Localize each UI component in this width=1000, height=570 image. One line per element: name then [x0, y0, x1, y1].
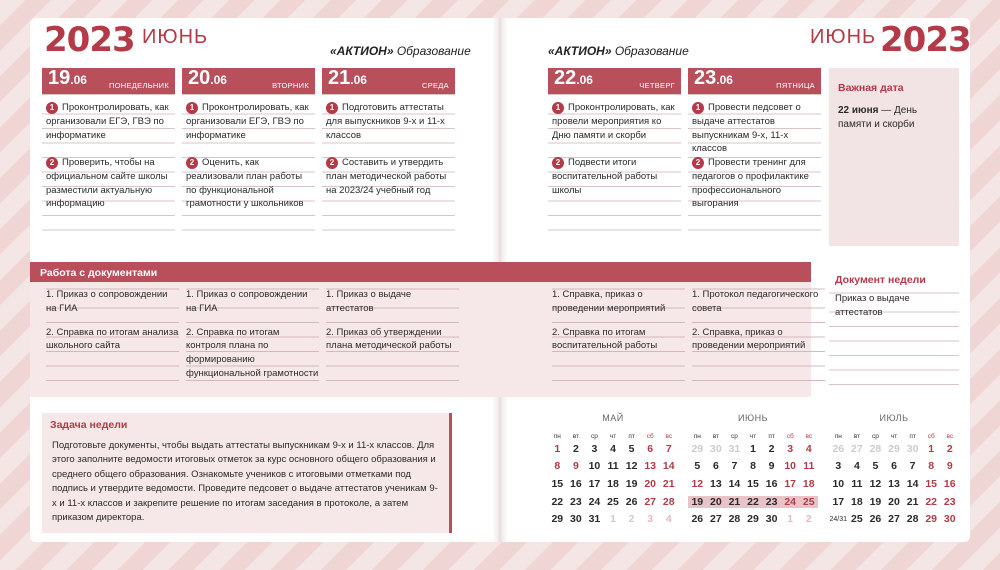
- calendar-day: 22: [551, 495, 564, 508]
- task-item: 1 Проконтролировать, как организовали ЕГЭ, ГВЭ по информатике: [46, 102, 169, 141]
- weekday-label: вт: [712, 433, 720, 440]
- weekday-label: сб: [786, 433, 794, 440]
- calendar-day: 31: [728, 442, 741, 455]
- task-of-week-text: Подготовьте документы, чтобы выдать аттестаты выпускникам 9-х и 11-х классов. Для этого заполните ведомости итоговых отметок за курс основного общего образования и среднего общего образования. Ознакомьте учеников с итоговыми отметками под подпись и утвердите ведомости. Проведите педсовет о выдаче аттестатов ученикам 9-х и 11-х классов и закрепите решение по итогам заседания в протоколе, а затем приказом директора.: [52, 440, 438, 524]
- calendar-week-row: [829, 440, 959, 458]
- calendar-day: 22: [744, 496, 763, 508]
- weekday-label: вт: [572, 433, 580, 440]
- calendar-day: 19: [688, 496, 707, 508]
- calendar-day: 4: [805, 442, 812, 455]
- calendar-day: 1: [928, 442, 935, 455]
- calendar-day: 27: [851, 442, 863, 455]
- calendar-day: 13: [710, 477, 722, 490]
- calendar-day: 18: [607, 477, 619, 490]
- calendar-week-row: [829, 493, 959, 511]
- calendar-day: 2: [628, 513, 635, 526]
- day-header: [182, 68, 315, 94]
- calendar-day: 20: [644, 477, 657, 490]
- calendar-week-row: [548, 458, 678, 476]
- calendar-week-row: [548, 493, 678, 511]
- calendar-day: 4: [610, 442, 616, 455]
- calendar-day: 20: [707, 496, 726, 508]
- calendar-day: 1: [787, 513, 794, 526]
- calendar-day: 23: [762, 496, 781, 508]
- calendar-day: 20: [888, 495, 900, 508]
- calendar-day: 29: [551, 513, 564, 526]
- day-weekday: ПЯТНИЦА: [776, 81, 815, 90]
- calendar-week-row: [688, 475, 818, 493]
- day-header: [42, 68, 175, 94]
- weekday-label: сб: [927, 433, 935, 440]
- day-header: [688, 68, 821, 94]
- calendar-day: 15: [551, 477, 564, 490]
- weekday-label: чт: [749, 433, 757, 440]
- weekday-label: вс: [665, 433, 673, 440]
- document-item: 1. Приказ о сопровождении на ГИА: [186, 289, 308, 314]
- important-date-box: [829, 68, 959, 246]
- calendar-day: 23: [570, 495, 582, 508]
- calendar-day: 31: [588, 513, 601, 526]
- calendar-day: 16: [943, 477, 956, 490]
- calendar-day: 15: [925, 477, 938, 490]
- calendar-day: 6: [891, 460, 897, 473]
- day-header: [322, 68, 455, 94]
- day-notes: [42, 94, 175, 244]
- calendar-week-row: [688, 493, 818, 511]
- day-weekday: СРЕДА: [421, 81, 449, 90]
- documents-column: [46, 288, 179, 394]
- calendar-day: 23: [943, 495, 956, 508]
- calendar-day: 25: [851, 513, 863, 526]
- calendar-day: 11: [607, 460, 619, 473]
- calendar-day: 7: [731, 460, 738, 473]
- calendar-day: 6: [647, 442, 654, 455]
- calendar-day: 28: [869, 442, 882, 455]
- document-of-week-title: Документ недели: [835, 274, 926, 286]
- calendar-week-row: [688, 458, 818, 476]
- day-number: 21.06: [328, 67, 367, 89]
- calendar-day: 8: [750, 460, 756, 473]
- brand-right: «АКТИОН» Образование: [548, 44, 689, 58]
- task-item: 2 Проверить, чтобы на официальном сайте школы разместили актуальную информацию: [46, 157, 168, 210]
- document-item: 1. Приказ о сопровождении на ГИА: [46, 289, 168, 314]
- calendar-weekdays: [548, 433, 678, 440]
- calendar-day: 27: [644, 495, 657, 508]
- calendar-may: [548, 413, 678, 528]
- calendar-day: 24: [781, 496, 800, 508]
- calendar-day: 16: [570, 477, 582, 490]
- calendar-month-name: ИЮЛЬ: [879, 413, 909, 423]
- calendar-day: 1: [554, 442, 561, 455]
- calendar-day: 11: [803, 460, 815, 473]
- document-of-week-text: Приказ о выдаче аттестатов: [829, 292, 959, 398]
- calendar-day: 3: [787, 442, 794, 455]
- weekday-label: вс: [946, 433, 954, 440]
- day-weekday: ПОНЕДЕЛЬНИК: [108, 81, 169, 90]
- calendar-week-row: [688, 440, 818, 458]
- calendar-day: 2: [946, 442, 953, 455]
- document-item: 2. Справка по итогам анализа школьного сайта: [46, 326, 179, 352]
- calendar-day: 26: [691, 513, 704, 526]
- day-number: 20.06: [188, 67, 227, 89]
- calendar-day: 14: [906, 477, 919, 490]
- calendar-day: 7: [909, 460, 916, 473]
- document-item: 1. Справка, приказ о проведении мероприятий: [552, 289, 666, 314]
- calendar-day: 13: [644, 460, 657, 473]
- day-number: 22.06: [554, 67, 593, 89]
- day-weekday: ВТОРНИК: [272, 81, 309, 90]
- weekday-label: пт: [909, 433, 916, 440]
- document-item: 2. Справка, приказ о проведении мероприятий: [692, 326, 806, 352]
- document-of-week: [829, 274, 959, 398]
- calendar-day: 1: [610, 513, 616, 526]
- calendar-july: [829, 413, 959, 528]
- calendar-week-row: [829, 475, 959, 493]
- day-number: 23.06: [694, 67, 733, 89]
- calendar-week-row: [548, 510, 678, 528]
- calendar-month-name: МАЙ: [602, 413, 624, 423]
- weekday-label: пн: [834, 433, 842, 440]
- weekday-label: пн: [553, 433, 561, 440]
- day-notes: [182, 94, 315, 244]
- calendar-day: 10: [832, 477, 845, 490]
- calendar-day: 21: [662, 477, 675, 490]
- calendar-june: [688, 413, 818, 528]
- calendar-day: 15: [747, 477, 759, 490]
- calendar-month-name: ИЮНЬ: [738, 413, 768, 423]
- month-left: ИЮНЬ: [142, 26, 209, 48]
- calendar-day: 9: [768, 460, 775, 473]
- document-item: 1. Протокол педагогического совета: [692, 289, 819, 314]
- day-weekday: ЧЕТВЕРГ: [639, 81, 675, 90]
- calendar-day: 3: [591, 442, 598, 455]
- calendar-week-row: [548, 440, 678, 458]
- calendar-day: 24/31: [829, 515, 848, 523]
- calendar-day: 24: [588, 495, 601, 508]
- calendar-day: 10: [784, 460, 797, 473]
- calendar-day: 7: [665, 442, 672, 455]
- calendar-weekdays: [688, 433, 818, 440]
- documents-column: [186, 288, 319, 394]
- day-number: 19.06: [48, 67, 87, 89]
- day-header: [548, 68, 681, 94]
- important-date-title: Важная дата: [838, 82, 904, 94]
- calendar-day: 19: [869, 495, 882, 508]
- documents-title: Работа с документами: [30, 262, 811, 282]
- weekday-label: вт: [853, 433, 861, 440]
- day-column: [322, 68, 455, 244]
- weekday-label: вс: [805, 433, 813, 440]
- calendar-day: 9: [572, 460, 579, 473]
- calendar-day: 6: [712, 460, 719, 473]
- calendar-day: 13: [888, 477, 900, 490]
- calendar-day: 29: [747, 513, 759, 526]
- weekday-label: ср: [872, 433, 879, 440]
- task-item: 1 Провести педсовет о выдаче аттестатов выпускникам 9-х, 11-х классов: [692, 102, 801, 155]
- weekday-label: чт: [890, 433, 898, 440]
- task-of-week-title: Задача недели: [50, 419, 128, 431]
- documents-section: [30, 262, 819, 397]
- calendar-day: 27: [888, 513, 900, 526]
- calendar-day: 25: [607, 495, 619, 508]
- documents-column: [692, 288, 825, 394]
- day-notes: [548, 94, 681, 244]
- day-column: [688, 68, 821, 244]
- task-item: 1 Подготовить аттестаты для выпускников 9-х и 11-х классов: [326, 102, 445, 141]
- weekday-label: ср: [591, 433, 598, 440]
- calendar-day: 8: [928, 460, 935, 473]
- calendar-day: 27: [710, 513, 722, 526]
- task-item: 2 Провести тренинг для педагогов о профилактике профессионального выгорания: [692, 157, 809, 210]
- calendar-day: 8: [554, 460, 561, 473]
- weekday-label: сб: [646, 433, 654, 440]
- calendar-day: 26: [869, 513, 882, 526]
- task-item: 2 Оценить, как реализовали план работы по функциональной грамотности у школьников: [186, 157, 304, 210]
- calendar-day: 2: [572, 442, 579, 455]
- calendar-weekdays: [829, 433, 959, 440]
- task-of-week: [42, 413, 452, 533]
- calendar-day: 5: [694, 460, 701, 473]
- weekday-label: пн: [693, 433, 701, 440]
- calendar-day: 29: [888, 442, 900, 455]
- important-date-text: 22 июня — День памяти и скорби: [838, 105, 918, 130]
- calendar-day: 26: [625, 495, 638, 508]
- day-notes: [322, 94, 455, 244]
- calendar-day: 11: [851, 477, 863, 490]
- calendar-day: 30: [710, 442, 722, 455]
- calendar-day: 29: [691, 442, 704, 455]
- calendar-day: 17: [784, 477, 797, 490]
- calendar-day: 17: [832, 495, 845, 508]
- calendar-day: 5: [872, 460, 879, 473]
- calendar-day: 21: [725, 496, 744, 508]
- calendar-day: 12: [625, 460, 638, 473]
- calendar-day: 21: [906, 495, 919, 508]
- task-item: 2 Подвести итоги воспитательной работы школы: [552, 157, 658, 196]
- calendar-day: 30: [943, 513, 956, 526]
- calendar-day: 12: [869, 477, 882, 490]
- calendar-week-row: [688, 510, 818, 528]
- document-item: 2. Справка по итогам воспитательной работы: [552, 326, 658, 352]
- year-left: 2023: [44, 20, 135, 60]
- day-column: [548, 68, 681, 244]
- calendar-day: 2: [768, 442, 775, 455]
- calendar-day: 9: [946, 460, 953, 473]
- weekday-label: ср: [731, 433, 738, 440]
- calendar-day: 10: [588, 460, 601, 473]
- day-column: [42, 68, 175, 244]
- year-right: 2023: [880, 20, 971, 60]
- calendar-day: 29: [925, 513, 938, 526]
- calendar-day: 3: [835, 460, 842, 473]
- document-item: 2. Приказ об утверждении плана методической работы: [326, 326, 452, 352]
- brand-left: «АКТИОН» Образование: [330, 44, 471, 58]
- calendar-day: 18: [802, 477, 815, 490]
- calendar-day: 17: [588, 477, 601, 490]
- weekday-label: пт: [768, 433, 775, 440]
- weekday-label: чт: [609, 433, 617, 440]
- task-item: 1 Проконтролировать, как провели мероприятия ко Дню памяти и скорби: [552, 102, 675, 141]
- calendar-day: 1: [750, 442, 756, 455]
- month-right: ИЮНЬ: [810, 26, 877, 48]
- calendar-day: 3: [647, 513, 654, 526]
- calendar-day: 30: [570, 513, 582, 526]
- calendar-day: 14: [728, 477, 741, 490]
- calendar-day: 22: [925, 495, 938, 508]
- calendar-day: 30: [765, 513, 778, 526]
- calendar-day: 5: [628, 442, 635, 455]
- calendar-day: 4: [665, 513, 672, 526]
- document-item: 2. Справка по итогам контроля плана по формированию функциональной грамотности: [186, 326, 319, 379]
- weekday-label: пт: [628, 433, 635, 440]
- documents-column: [552, 288, 685, 394]
- calendar-day: 16: [765, 477, 778, 490]
- calendar-day: 2: [805, 513, 812, 526]
- calendar-week-row: [829, 510, 959, 528]
- calendar-week-row: [829, 458, 959, 476]
- calendar-day: 19: [625, 477, 638, 490]
- calendar-day: 30: [906, 442, 919, 455]
- calendar-day: 26: [832, 442, 845, 455]
- task-item: 1 Проконтролировать, как организовали ЕГЭ, ГВЭ по информатике: [186, 102, 309, 141]
- calendar-day: 18: [851, 495, 863, 508]
- calendar-day: 28: [906, 513, 919, 526]
- documents-column: [326, 288, 459, 394]
- task-item: 2 Составить и утвердить план методической работы на 2023/24 учебный год: [326, 157, 447, 196]
- document-item: 1. Приказ о выдаче аттестатов: [326, 289, 412, 314]
- calendar-day: 28: [662, 495, 675, 508]
- calendar-day: 25: [799, 496, 818, 508]
- calendar-day: 4: [853, 460, 860, 473]
- day-notes: [688, 94, 821, 244]
- day-column: [182, 68, 315, 244]
- calendar-day: 12: [691, 477, 704, 490]
- calendar-day: 14: [662, 460, 675, 473]
- calendar-day: 28: [728, 513, 741, 526]
- calendar-week-row: [548, 475, 678, 493]
